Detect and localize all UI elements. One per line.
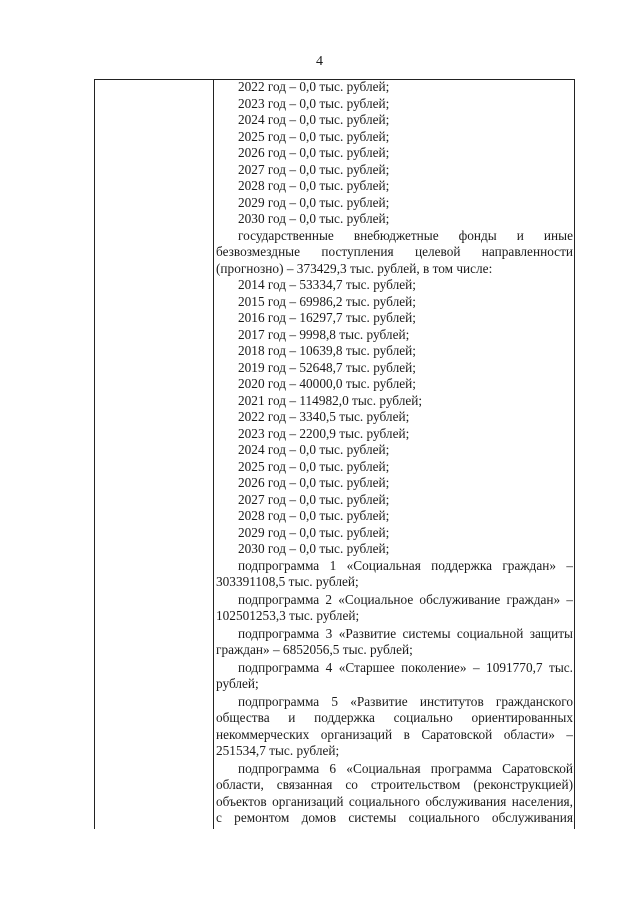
paragraph-line: рублей; [216,676,259,691]
yearly-list-b [216,277,573,558]
subprogram-item [216,694,573,760]
paragraph-line: граждан» – 6852056,5 тыс. рублей; [216,642,413,657]
year-line: 2026 год – 0,0 тыс. рублей; [238,475,390,490]
paragraph-line: подпрограмма 5 «Развитие институтов гражданского [238,693,573,709]
year-line: 2029 год – 0,0 тыс. рублей; [238,194,390,210]
year-line: 2025 год – 0,0 тыс. рублей; [238,458,390,474]
year-line: 2023 год – 2200,9 тыс. рублей; [238,425,410,441]
paragraph-gap [216,827,573,828]
paragraph-line: области, связанная со строительством (реконструкцией) [216,777,573,792]
paragraph-line: подпрограмма 3 «Развитие системы социальной защиты [238,625,573,641]
year-line: 2029 год – 0,0 тыс. рублей; [238,524,390,540]
subprogram-item [216,592,573,625]
year-line: 2015 год – 69986,2 тыс. рублей; [238,293,416,309]
subprogram-item [216,626,573,659]
paragraph-line: с ремонтом домов системы социального обслуживания [216,810,573,825]
paragraph-line: 102501253,3 тыс. рублей; [216,608,360,623]
year-line: 2025 год – 0,0 тыс. рублей; [238,128,390,144]
year-line: 2019 год – 52648,7 тыс. рублей; [238,359,416,375]
year-line: 2028 год – 0,0 тыс. рублей; [238,508,390,523]
year-line: 2027 год – 0,0 тыс. рублей; [238,491,390,507]
paragraph-line: подпрограмма 4 «Старшее поколение» – 1091770,7 тыс. [238,659,573,675]
subprograms-list [216,558,573,828]
paragraph-line: 303391108,5 тыс. рублей; [216,574,359,589]
year-line: 2023 год – 0,0 тыс. рублей; [238,95,390,111]
paragraph-line: подпрограмма 6 «Социальная программа Саратовской [238,760,573,776]
paragraph-line: объектов организаций социального обслуживания населения, [216,793,573,809]
year-line: 2018 год – 10639,8 тыс. рублей; [238,343,416,358]
subprogram-item [216,660,573,693]
year-line: 2021 год – 114982,0 тыс. рублей; [238,392,423,408]
paragraph-line: безвозмездные поступления целевой направленности [216,244,573,259]
yearly-list-a [216,79,573,228]
year-line: 2030 год – 0,0 тыс. рублей; [238,211,390,226]
page-number: 4 [316,54,323,69]
paragraph-line: (прогнозно) – 373429,3 тыс. рублей, в том числе: [216,260,493,276]
year-line: 2027 год – 0,0 тыс. рублей; [238,161,390,177]
paragraph-line: подпрограмма 1 «Социальная поддержка граждан» – [238,557,573,573]
year-line: 2016 год – 16297,7 тыс. рублей; [238,310,416,325]
year-line: 2026 год – 0,0 тыс. рублей; [238,145,390,160]
subprogram-item [216,761,573,827]
table-cell-content [214,79,575,829]
paragraph-line: общества и поддержка социально ориентированных [216,710,573,725]
year-line: 2022 год – 0,0 тыс. рублей; [238,79,390,94]
paragraph-line: 251534,7 тыс. рублей; [216,743,340,758]
year-line: 2030 год – 0,0 тыс. рублей; [238,541,390,556]
year-line: 2020 год – 40000,0 тыс. рублей; [238,376,416,391]
year-line: 2022 год – 3340,5 тыс. рублей; [238,409,410,424]
year-line: 2028 год – 0,0 тыс. рублей; [238,178,390,193]
subprogram-item [216,558,573,591]
paragraph-line: некоммерческих организаций в Саратовской области» – [216,726,573,742]
year-line: 2024 год – 0,0 тыс. рублей; [238,442,390,457]
year-line: 2024 год – 0,0 тыс. рублей; [238,112,390,127]
year-line: 2014 год – 53334,7 тыс. рублей; [238,277,416,292]
funds-paragraph [216,228,573,278]
paragraph-line: государственные внебюджетные фонды и иные [238,227,573,243]
paragraph-line: подпрограмма 2 «Социальное обслуживание граждан» – [238,591,573,607]
year-line: 2017 год – 9998,8 тыс. рублей; [238,326,410,342]
